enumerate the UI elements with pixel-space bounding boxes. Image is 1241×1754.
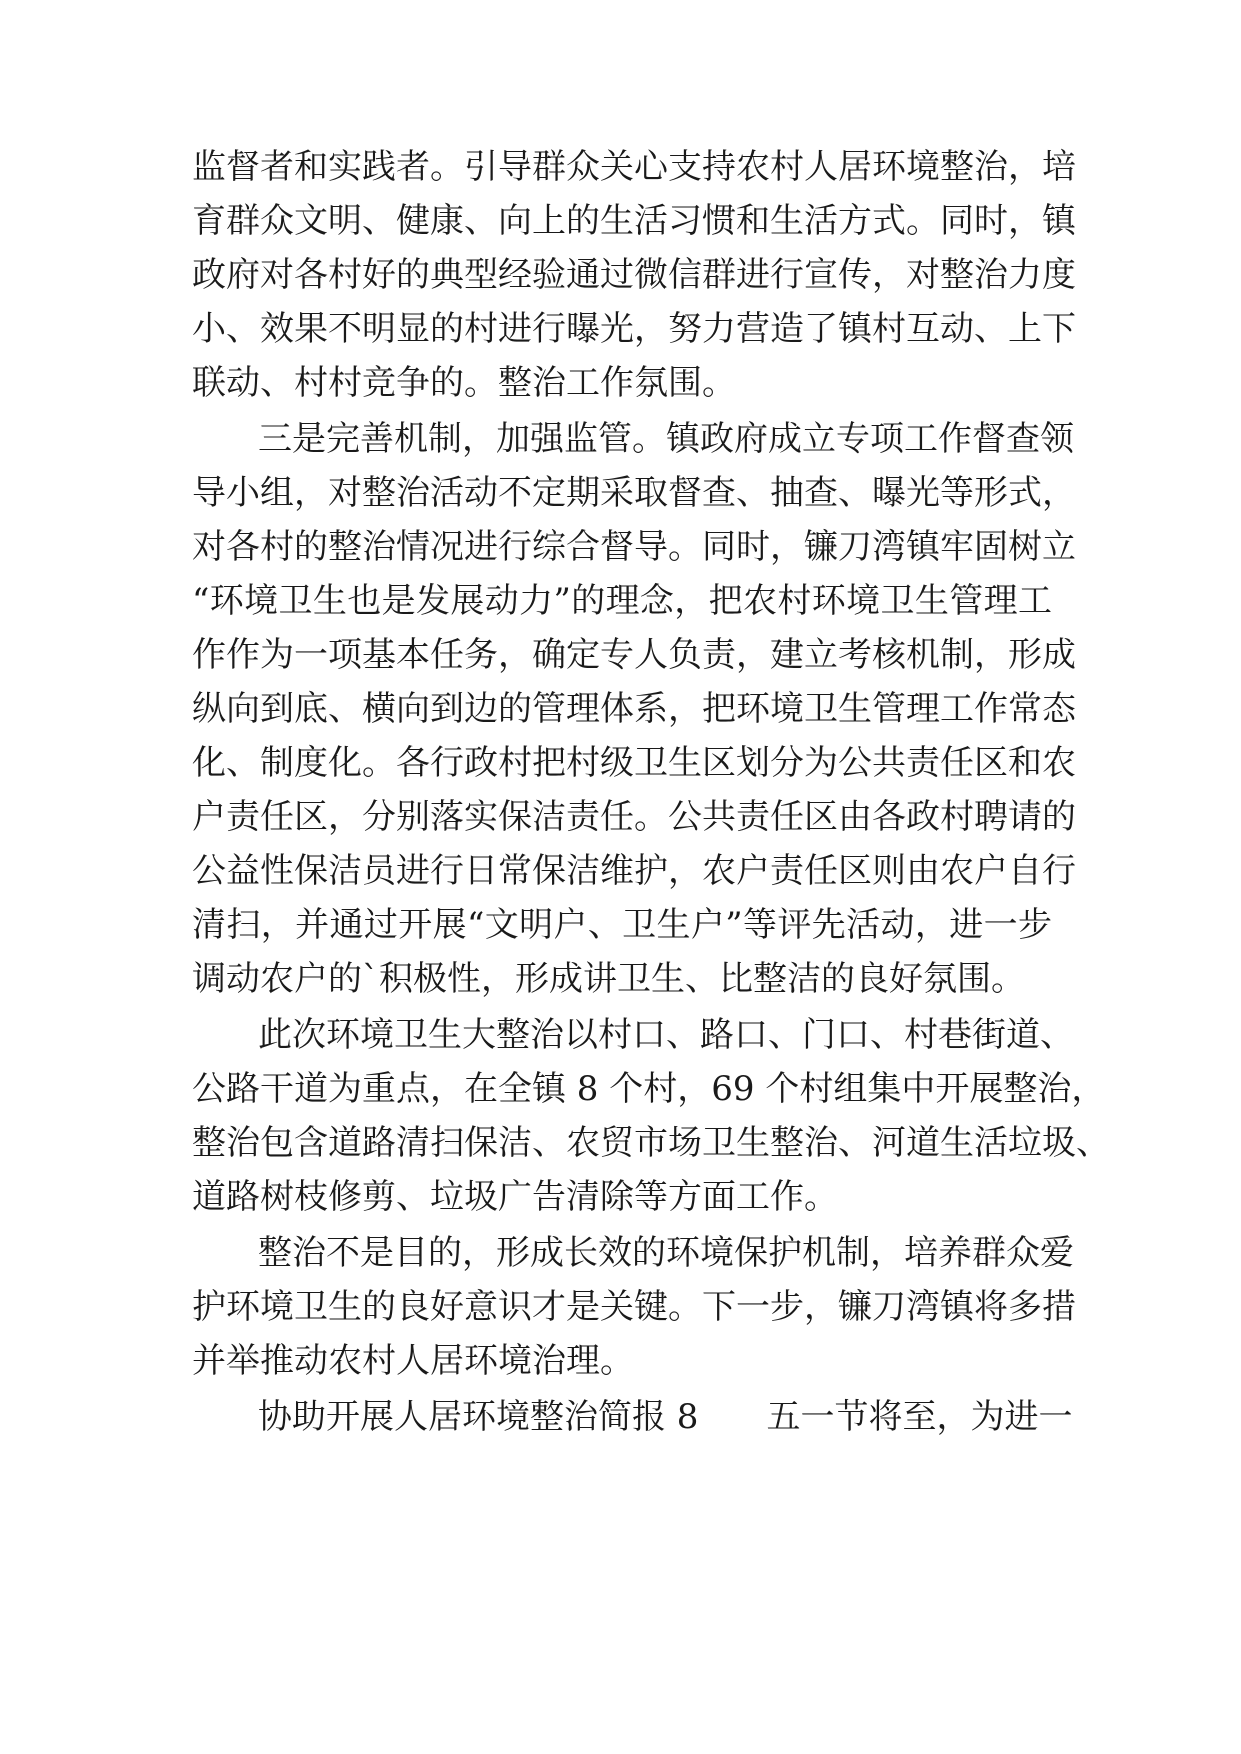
text-line: 作作为一项基本任务，确定专人负责，建立考核机制，形成 — [192, 635, 1076, 675]
text-line: 育群众文明、健康、向上的生活习惯和生活方式。同时，镇 — [192, 201, 1076, 241]
text-line: 联动、村村竞争的。整治工作氛围。 — [192, 363, 736, 403]
text-line: 小、效果不明显的村进行曝光，努力营造了镇村互动、上下 — [192, 309, 1076, 349]
text-line: 公益性保洁员进行日常保洁维护，农户责任区则由农户自行 — [192, 851, 1076, 891]
text-line: 导小组，对整治活动不定期采取督查、抽查、曝光等形式， — [192, 473, 1076, 513]
text-line: “环境卫生也是发展动力”的理念，把农村环境卫生管理工 — [192, 581, 1052, 621]
paragraph-first-line: 此次环境卫生大整治以村口、路口、门口、村巷街道、 — [258, 1015, 1074, 1055]
text-line: 政府对各村好的典型经验通过微信群进行宣传，对整治力度 — [192, 255, 1076, 295]
text-line: 公路干道为重点，在全镇 8 个村，69 个村组集中开展整治， — [192, 1069, 1106, 1109]
paragraph-first-line: 三是完善机制，加强监管。镇政府成立专项工作督查领 — [258, 419, 1074, 459]
text-line: 纵向到底、横向到边的管理体系，把环境卫生管理工作常态 — [192, 689, 1076, 729]
paragraph-first-line: 协助开展人居环境整治简报 8 五一节将至，为进一 — [258, 1397, 1073, 1437]
text-line: 化、制度化。各行政村把村级卫生区划分为公共责任区和农 — [192, 743, 1076, 783]
text-line: 对各村的整治情况进行综合督导。同时，镰刀湾镇牢固树立 — [192, 527, 1076, 567]
text-line: 监督者和实践者。引导群众关心支持农村人居环境整治，培 — [192, 147, 1076, 187]
text-line: 并举推动农村人居环境治理。 — [192, 1341, 634, 1381]
text-line: 清扫，并通过开展“文明户、卫生户”等评先活动，进一步 — [192, 905, 1052, 945]
text-line: 户责任区，分别落实保洁责任。公共责任区由各政村聘请的 — [192, 797, 1076, 837]
text-line: 护环境卫生的良好意识才是关键。下一步，镰刀湾镇将多措 — [192, 1287, 1076, 1327]
text-line: 整治包含道路清扫保洁、农贸市场卫生整治、河道生活垃圾、 — [192, 1123, 1110, 1163]
text-line: 调动农户的`积极性，形成讲卫生、比整洁的良好氛围。 — [192, 959, 1025, 999]
text-line: 道路树枝修剪、垃圾广告清除等方面工作。 — [192, 1177, 838, 1217]
paragraph-first-line: 整治不是目的，形成长效的环境保护机制，培养群众爱 — [258, 1233, 1074, 1273]
